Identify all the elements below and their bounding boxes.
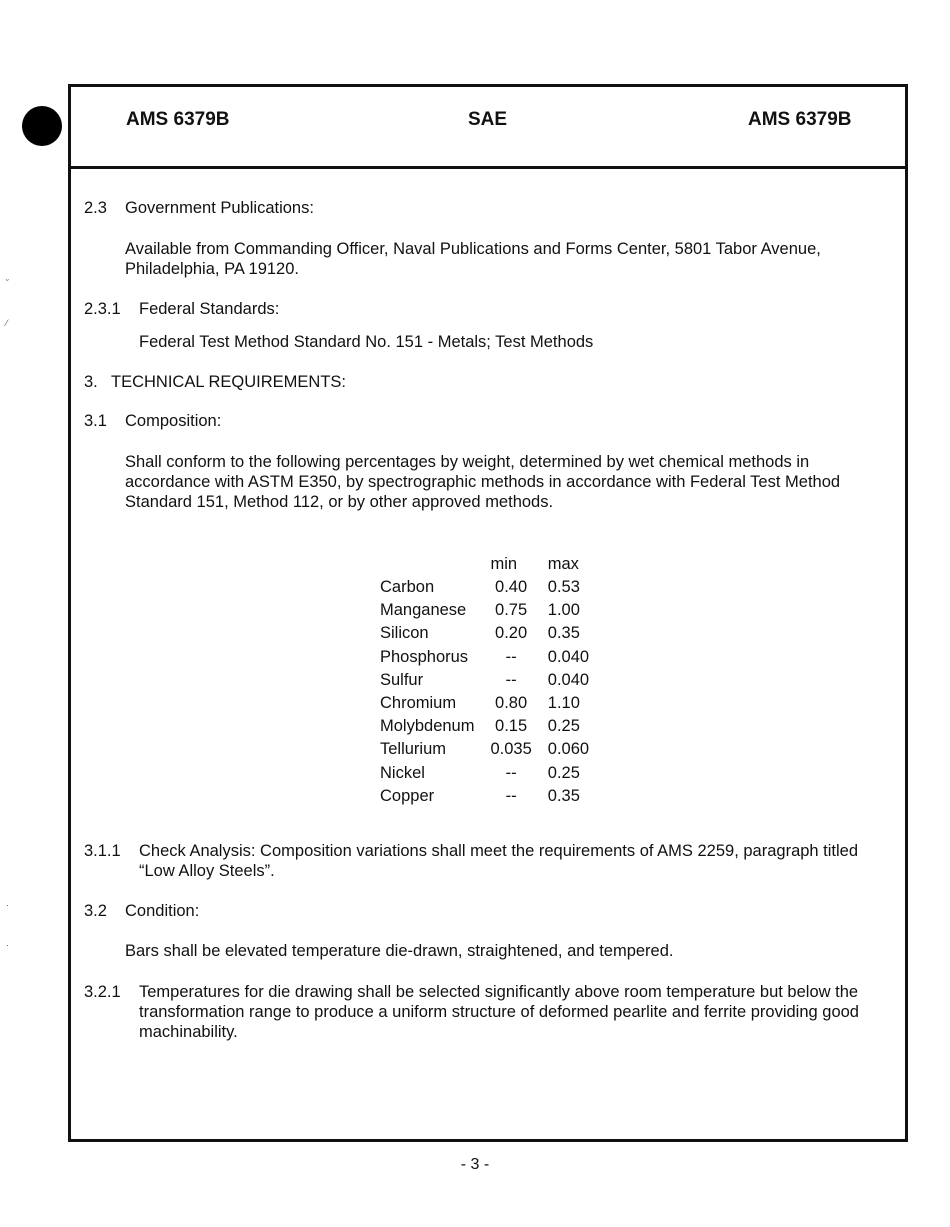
min-cell: 0.75 <box>495 601 528 620</box>
section-body: Temperatures for die drawing shall be selected significantly above room temperature but below the <box>139 983 859 1001</box>
max-cell: 0.35 <box>547 624 580 643</box>
section-body: Check Analysis: Composition variations shall meet the requirements of AMS 2259, paragraph titled <box>139 842 859 860</box>
max-cell: 0.25 <box>547 717 580 736</box>
section-title: Condition: <box>125 902 200 920</box>
min-cell: 0.035 <box>490 740 532 759</box>
element-cell: Nickel <box>380 763 425 782</box>
section-title: Composition: <box>125 412 222 430</box>
table-row <box>372 622 597 645</box>
section-number: 3. <box>84 373 98 391</box>
element-cell: Chromium <box>380 694 457 713</box>
table-row <box>372 692 597 715</box>
header-doc-number-right: AMS 6379B <box>748 109 852 130</box>
section-number: 3.1.1 <box>84 842 121 860</box>
max-cell: 0.53 <box>547 578 580 597</box>
table-row <box>372 762 597 785</box>
table-row <box>372 669 597 692</box>
page-number: - 3 - <box>460 1156 490 1173</box>
section-number: 3.1 <box>84 412 107 430</box>
min-cell: 0.20 <box>495 624 528 643</box>
scan-speck: ˘ <box>6 278 9 288</box>
punch-hole-mark <box>22 106 62 146</box>
max-cell: 0.35 <box>547 786 580 805</box>
section-body: Shall conform to the following percentages by weight, determined by wet chemical methods in <box>125 453 810 471</box>
element-cell: Tellurium <box>380 740 447 759</box>
element-cell: Silicon <box>380 624 429 643</box>
section-body: machinability. <box>139 1023 238 1041</box>
max-cell: 0.060 <box>547 740 590 759</box>
min-cell: -- <box>505 786 517 805</box>
section-body: Standard 151, Method 112, or by other approved methods. <box>125 493 554 511</box>
max-cell: 1.10 <box>547 694 580 713</box>
section-number: 3.2 <box>84 902 107 920</box>
element-cell: Phosphorus <box>380 647 469 666</box>
section-number: 2.3.1 <box>84 300 121 318</box>
min-cell: 0.80 <box>495 694 528 713</box>
section-title: TECHNICAL REQUIREMENTS: <box>111 373 346 391</box>
element-cell: Carbon <box>380 578 435 597</box>
scan-speck: ⁄ <box>6 318 8 328</box>
section-number: 3.2.1 <box>84 983 121 1001</box>
composition-table <box>372 552 597 808</box>
min-column-header: min <box>490 554 518 573</box>
table-row <box>372 738 597 761</box>
table-row <box>372 785 597 808</box>
table-row <box>372 646 597 669</box>
max-cell: 0.040 <box>547 670 590 689</box>
section-body: Bars shall be elevated temperature die-drawn, straightened, and tempered. <box>125 942 674 960</box>
min-cell: 0.15 <box>495 717 528 736</box>
header-publisher: SAE <box>468 109 508 130</box>
section-body: Federal Test Method Standard No. 151 - Metals; Test Methods <box>139 333 594 351</box>
min-cell: -- <box>505 763 517 782</box>
element-cell: Molybdenum <box>380 717 475 736</box>
section-title: Federal Standards: <box>139 300 280 318</box>
section-body: “Low Alloy Steels”. <box>139 862 275 880</box>
max-cell: 0.25 <box>547 763 580 782</box>
header-doc-number-left: AMS 6379B <box>126 109 230 130</box>
max-cell: 1.00 <box>547 601 580 620</box>
max-column-header: max <box>547 554 579 573</box>
table-row <box>372 576 597 599</box>
max-cell: 0.040 <box>547 647 590 666</box>
min-cell: -- <box>505 670 517 689</box>
section-body: Available from Commanding Officer, Naval Publications and Forms Center, 5801 Tabor Avenue, <box>125 240 821 258</box>
scan-speck: · <box>6 940 9 950</box>
element-column-header <box>372 552 482 576</box>
header-divider <box>68 166 908 169</box>
section-body: transformation range to produce a uniform structure of deformed pearlite and ferrite providing good <box>139 1003 859 1021</box>
section-number: 2.3 <box>84 199 107 217</box>
section-title: Government Publications: <box>125 199 314 217</box>
element-cell: Manganese <box>380 601 467 620</box>
section-body: accordance with ASTM E350, by spectrographic methods in accordance with Federal Test Method <box>125 473 841 491</box>
element-cell: Sulfur <box>380 670 424 689</box>
element-cell: Copper <box>380 786 435 805</box>
section-body: Philadelphia, PA 19120. <box>125 260 299 278</box>
scan-speck: · <box>6 900 9 910</box>
min-cell: -- <box>505 647 517 666</box>
table-row <box>372 715 597 738</box>
table-header-row <box>372 552 597 576</box>
table-row <box>372 599 597 622</box>
min-cell: 0.40 <box>495 578 528 597</box>
